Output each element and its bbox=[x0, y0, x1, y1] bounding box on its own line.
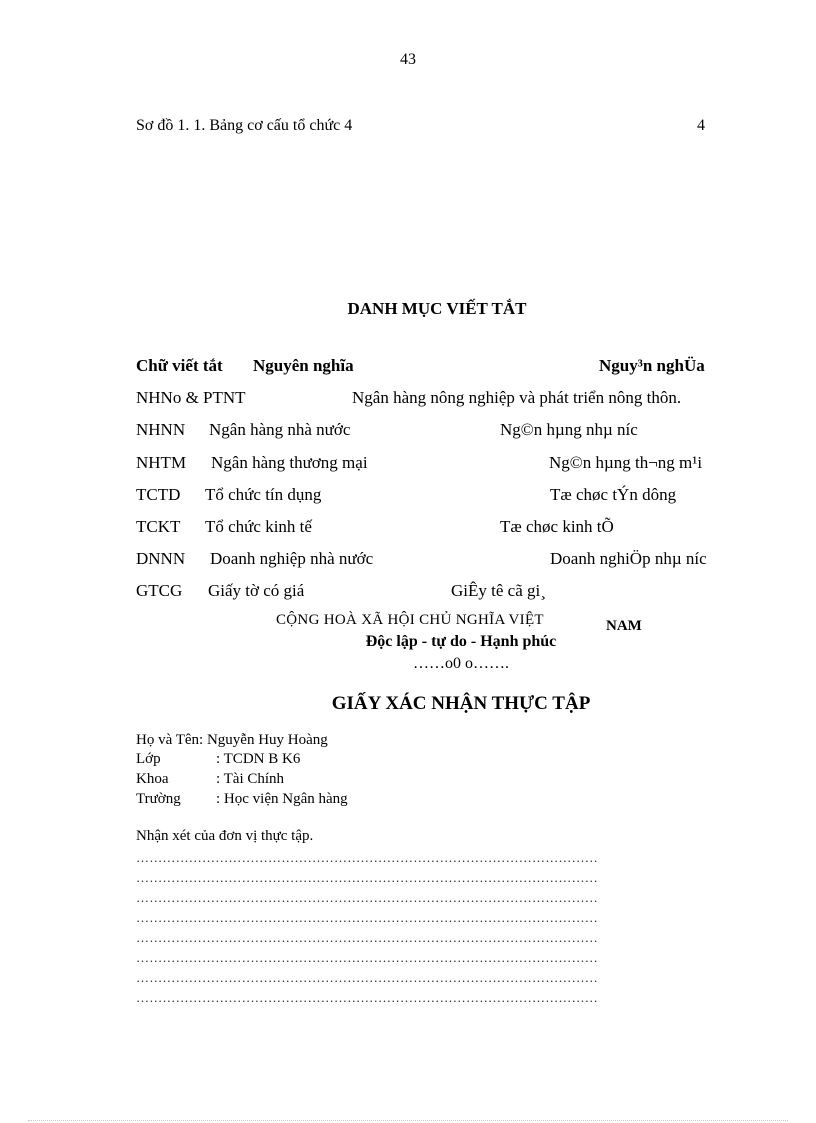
dot-line-2: …………………………………………………………………………………………… bbox=[136, 890, 598, 905]
dot-line-5: …………………………………………………………………………………………… bbox=[136, 950, 598, 965]
abbr-row-1-garbled: Ng©n hµng nhµ níc bbox=[500, 420, 638, 439]
abbr-row-3-abbr: TCTD bbox=[136, 485, 181, 504]
abbreviations-title: DANH MỤC VIẾT TẮT bbox=[347, 299, 527, 318]
field-class-value: : TCDN B K6 bbox=[216, 751, 301, 767]
field-class bbox=[136, 751, 300, 768]
comment-label: Nhận xét của đơn vị thực tập. bbox=[136, 828, 314, 844]
field-faculty bbox=[136, 771, 284, 788]
field-school-value: : Học viện Ngân hàng bbox=[216, 791, 348, 807]
header-meaning: Nguyên nghĩa bbox=[253, 356, 354, 375]
abbr-row-4-meaning: Tổ chức kinh tế bbox=[205, 517, 312, 536]
abbr-row-2-garbled: Ng©n hµng th¬ng m¹i bbox=[549, 453, 703, 472]
toc-entry-text: Sơ đồ 1. 1. Bảng cơ cấu tổ chức 4 bbox=[136, 117, 353, 134]
abbr-row-5-abbr: DNNN bbox=[136, 549, 186, 568]
abbr-row-0-abbr: NHNo & PTNT bbox=[136, 388, 246, 407]
dot-line-1: …………………………………………………………………………………………… bbox=[136, 870, 598, 885]
field-school-label: Trường bbox=[136, 791, 181, 807]
national-motto-line1-tail: NAM bbox=[606, 618, 642, 634]
field-faculty-value: : Tài Chính bbox=[216, 771, 285, 787]
abbr-row-4-garbled: Tæ chøc kinh tÕ bbox=[500, 517, 614, 536]
field-full-name bbox=[136, 732, 328, 749]
abbr-row-6-garbled: GiÊy tê cã gi¸ bbox=[451, 581, 546, 600]
abbr-row-6-meaning: Giấy tờ có giá bbox=[208, 581, 305, 600]
abbr-row-3-meaning: Tổ chức tín dụng bbox=[205, 485, 322, 504]
national-motto-ornament: ……o0 o……. bbox=[413, 655, 509, 672]
abbr-row-4-abbr: TCKT bbox=[136, 517, 181, 536]
national-motto-line2: Độc lập - tự do - Hạnh phúc bbox=[365, 633, 557, 650]
dot-line-4: …………………………………………………………………………………………… bbox=[136, 930, 598, 945]
abbr-row-2-meaning: Ngân hàng thương mại bbox=[211, 453, 368, 472]
abbr-row-2-abbr: NHTM bbox=[136, 453, 187, 472]
abbr-row-1-abbr: NHNN bbox=[136, 420, 186, 439]
dot-line-0: …………………………………………………………………………………………… bbox=[136, 850, 598, 865]
field-faculty-label: Khoa bbox=[136, 771, 169, 787]
field-full-name-label: Họ và Tên: bbox=[136, 732, 204, 748]
abbr-row-0-meaning: Ngân hàng nông nghiệp và phát triển nông thôn. bbox=[352, 388, 682, 407]
toc-entry-page: 4 bbox=[697, 117, 705, 134]
national-motto-line1: CỘNG HOÀ XÃ HỘI CHỦ NGHĨA VIỆT bbox=[276, 612, 544, 628]
field-class-label: Lớp bbox=[136, 751, 161, 767]
field-full-name-value: Nguyễn Huy Hoàng bbox=[206, 732, 328, 748]
field-school bbox=[136, 791, 348, 808]
abbr-row-5-garbled: Doanh nghiÖp nhµ níc bbox=[550, 549, 707, 568]
dot-line-6: …………………………………………………………………………………………… bbox=[136, 970, 598, 985]
abbr-row-6-abbr: GTCG bbox=[136, 581, 183, 600]
abbr-row-3-garbled: Tæ chøc tÝn dông bbox=[550, 485, 677, 504]
header-garbled: Nguy³n nghÜa bbox=[599, 356, 705, 375]
dot-line-7: …………………………………………………………………………………………… bbox=[136, 990, 598, 1005]
certificate-title: GIẤY XÁC NHẬN THỰC TẬP bbox=[331, 693, 591, 714]
dot-line-3: …………………………………………………………………………………………… bbox=[136, 910, 598, 925]
abbr-row-5-meaning: Doanh nghiệp nhà nước bbox=[210, 549, 374, 568]
page-bottom-divider bbox=[28, 1120, 788, 1121]
abbr-row-1-meaning: Ngân hàng nhà nước bbox=[209, 420, 351, 439]
header-abbr: Chữ viết tắt bbox=[136, 356, 223, 375]
page-number: 43 bbox=[400, 51, 416, 68]
